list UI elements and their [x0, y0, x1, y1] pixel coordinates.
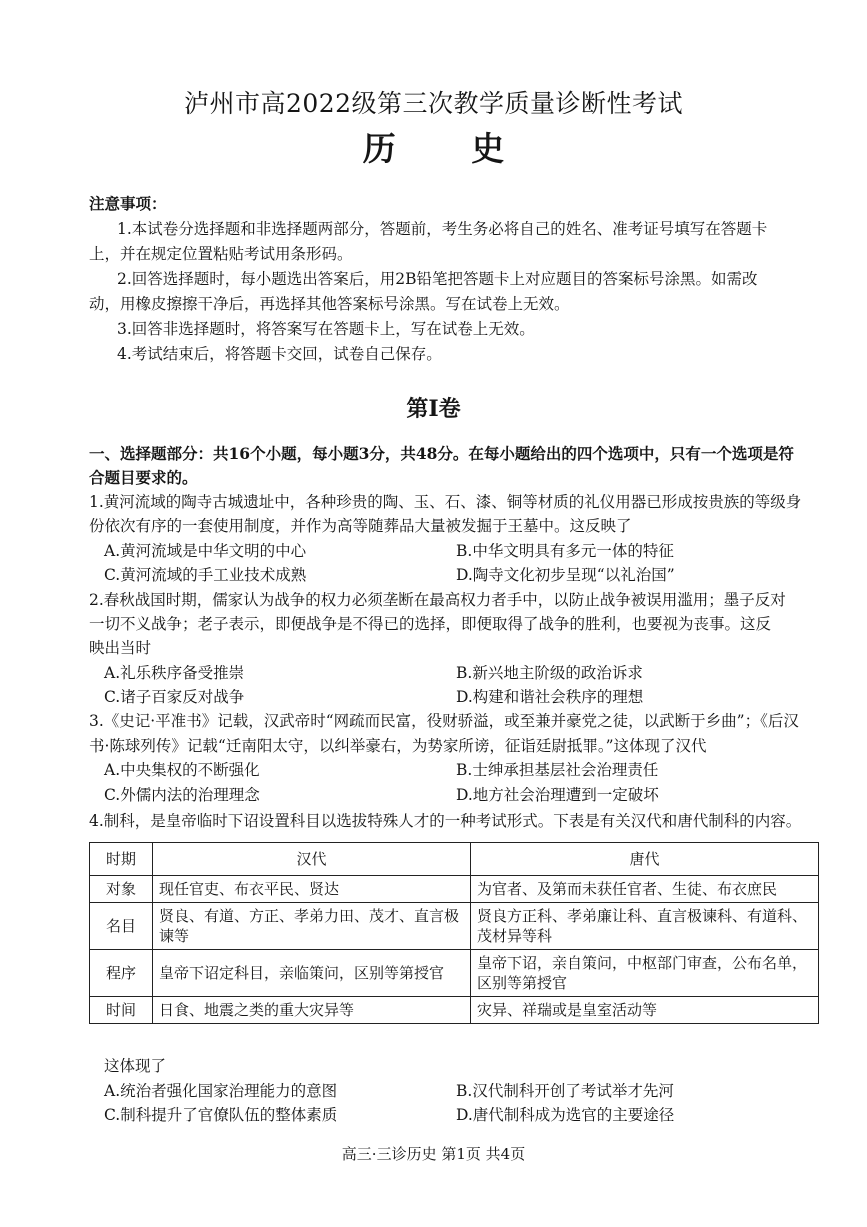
table-header-cell: 时期	[90, 843, 153, 876]
option-b: B.中华文明具有多元一体的特征	[456, 542, 674, 560]
notice-line: 1.本试卷分选择题和非选择题两部分，答题前，考生务必将自己的姓名、准考证号填写在答题卡	[117, 220, 768, 238]
option-c: C.诸子百家反对战争	[104, 688, 245, 706]
page-footer: 高三·三诊历史 第1页 共4页	[341, 1145, 526, 1163]
question-2-stem: 一切不义战争；老子表示，即便战争是不得已的选择，即便取得了战争的胜利，也要视为丧事。这反	[89, 615, 772, 633]
table-header-cell: 唐代	[471, 843, 819, 876]
table-cell: 对象	[90, 876, 153, 903]
table-cell: 为官者、及第而未获任官者、生徒、布衣庶民	[471, 876, 819, 903]
section-intro: 一、选择题部分：共16个小题，每小题3分，共48分。在每小题给出的四个选项中，只有一个选项是符	[89, 444, 794, 463]
question-3-stem: 3.《史记·平准书》记载，汉武帝时“网疏而民富，役财骄溢，或至兼并豪党之徒，以武断于乡曲”；《后汉	[89, 712, 799, 730]
table-cell: 皇帝下诏定科目，亲临策问，区别等第授官	[153, 950, 471, 997]
section-intro: 合题目要求的。	[89, 468, 198, 487]
table-row	[90, 903, 819, 950]
question-3-stem: 书·陈球列传》记载“迁南阳太守，以纠举豪右，为势家所谤，征诣廷尉抵罪。”这体现了汉代	[89, 737, 707, 755]
table-row	[90, 876, 819, 903]
question-2-stem: 映出当时	[89, 639, 152, 657]
question-1-stem: 1.黄河流域的陶寺古城遗址中，各种珍贵的陶、玉、石、漆、铜等材质的礼仪用器已形成按贵族的等级身	[89, 493, 802, 511]
section-title: 第Ⅰ卷	[406, 396, 461, 422]
notice-line: 3.回答非选择题时，将答案写在答题卡上，写在试卷上无效。	[117, 320, 535, 338]
option-a: A.统治者强化国家治理能力的意图	[104, 1082, 338, 1100]
option-a: A.黄河流域是中华文明的中心	[104, 542, 307, 560]
subject-title: 历 史	[362, 129, 537, 168]
table-cell: 灾异、祥瑞或是皇室活动等	[471, 997, 819, 1024]
table-row	[90, 950, 819, 997]
question-4-stem: 4.制科，是皇帝临时下诏设置科目以选拔特殊人才的一种考试形式。下表是有关汉代和唐代制科的内容。	[89, 812, 802, 830]
notice-heading: 注意事项：	[89, 194, 167, 213]
table-cell: 程序	[90, 950, 153, 997]
notice-line: 上，并在规定位置粘贴考试用条形码。	[89, 245, 353, 263]
table-cell: 时间	[90, 997, 153, 1024]
option-b: B.汉代制科开创了考试举才先河	[456, 1082, 674, 1100]
option-d: D.陶寺文化初步呈现“以礼治国”	[456, 566, 675, 584]
question-1-stem: 份依次有序的一套使用制度，并作为高等随葬品大量被发掘于王墓中。这反映了	[89, 517, 632, 535]
table-cell: 日食、地震之类的重大灾异等	[153, 997, 471, 1024]
option-a: A.中央集权的不断强化	[104, 761, 260, 779]
table-header-cell: 汉代	[153, 843, 471, 876]
comparison-table	[89, 842, 819, 1024]
option-d: D.唐代制科成为选官的主要途径	[456, 1106, 675, 1124]
notice-line: 动，用橡皮擦擦干净后，再选择其他答案标号涂黑。写在试卷上无效。	[89, 295, 570, 313]
table-row	[90, 997, 819, 1024]
question-4-prompt: 这体现了	[104, 1057, 167, 1075]
question-2-stem: 2.春秋战国时期，儒家认为战争的权力必须垄断在最高权力者手中，以防止战争被误用滥用；墨子反对	[89, 591, 786, 609]
table-cell: 名目	[90, 903, 153, 950]
option-b: B.新兴地主阶级的政治诉求	[456, 664, 643, 682]
notice-line: 2.回答选择题时，每小题选出答案后，用2B铅笔把答题卡上对应题目的答案标号涂黑。如需改	[117, 270, 758, 288]
exam-title: 泸州市高2022级第三次教学质量诊断性考试	[183, 89, 684, 118]
option-c: C.黄河流域的手工业技术成熟	[104, 566, 307, 584]
notice-line: 4.考试结束后，将答题卡交回，试卷自己保存。	[117, 345, 442, 363]
option-c: C.外儒内法的治理理念	[104, 786, 260, 804]
option-c: C.制科提升了官僚队伍的整体素质	[104, 1106, 338, 1124]
option-d: D.构建和谐社会秩序的理想	[456, 688, 644, 706]
table-cell: 贤良、有道、方正、孝弟力田、茂才、直言极谏等	[153, 903, 471, 950]
table-cell: 贤良方正科、孝弟廉让科、直言极谏科、有道科、茂材异等科	[471, 903, 819, 950]
table-header-row	[90, 843, 819, 876]
table-cell: 皇帝下诏，亲自策问，中枢部门审查，公布名单，区别等第授官	[471, 950, 819, 997]
option-a: A.礼乐秩序备受推崇	[104, 664, 245, 682]
option-d: D.地方社会治理遭到一定破坏	[456, 786, 659, 804]
option-b: B.士绅承担基层社会治理责任	[456, 761, 659, 779]
table-cell: 现任官吏、布衣平民、贤达	[153, 876, 471, 903]
